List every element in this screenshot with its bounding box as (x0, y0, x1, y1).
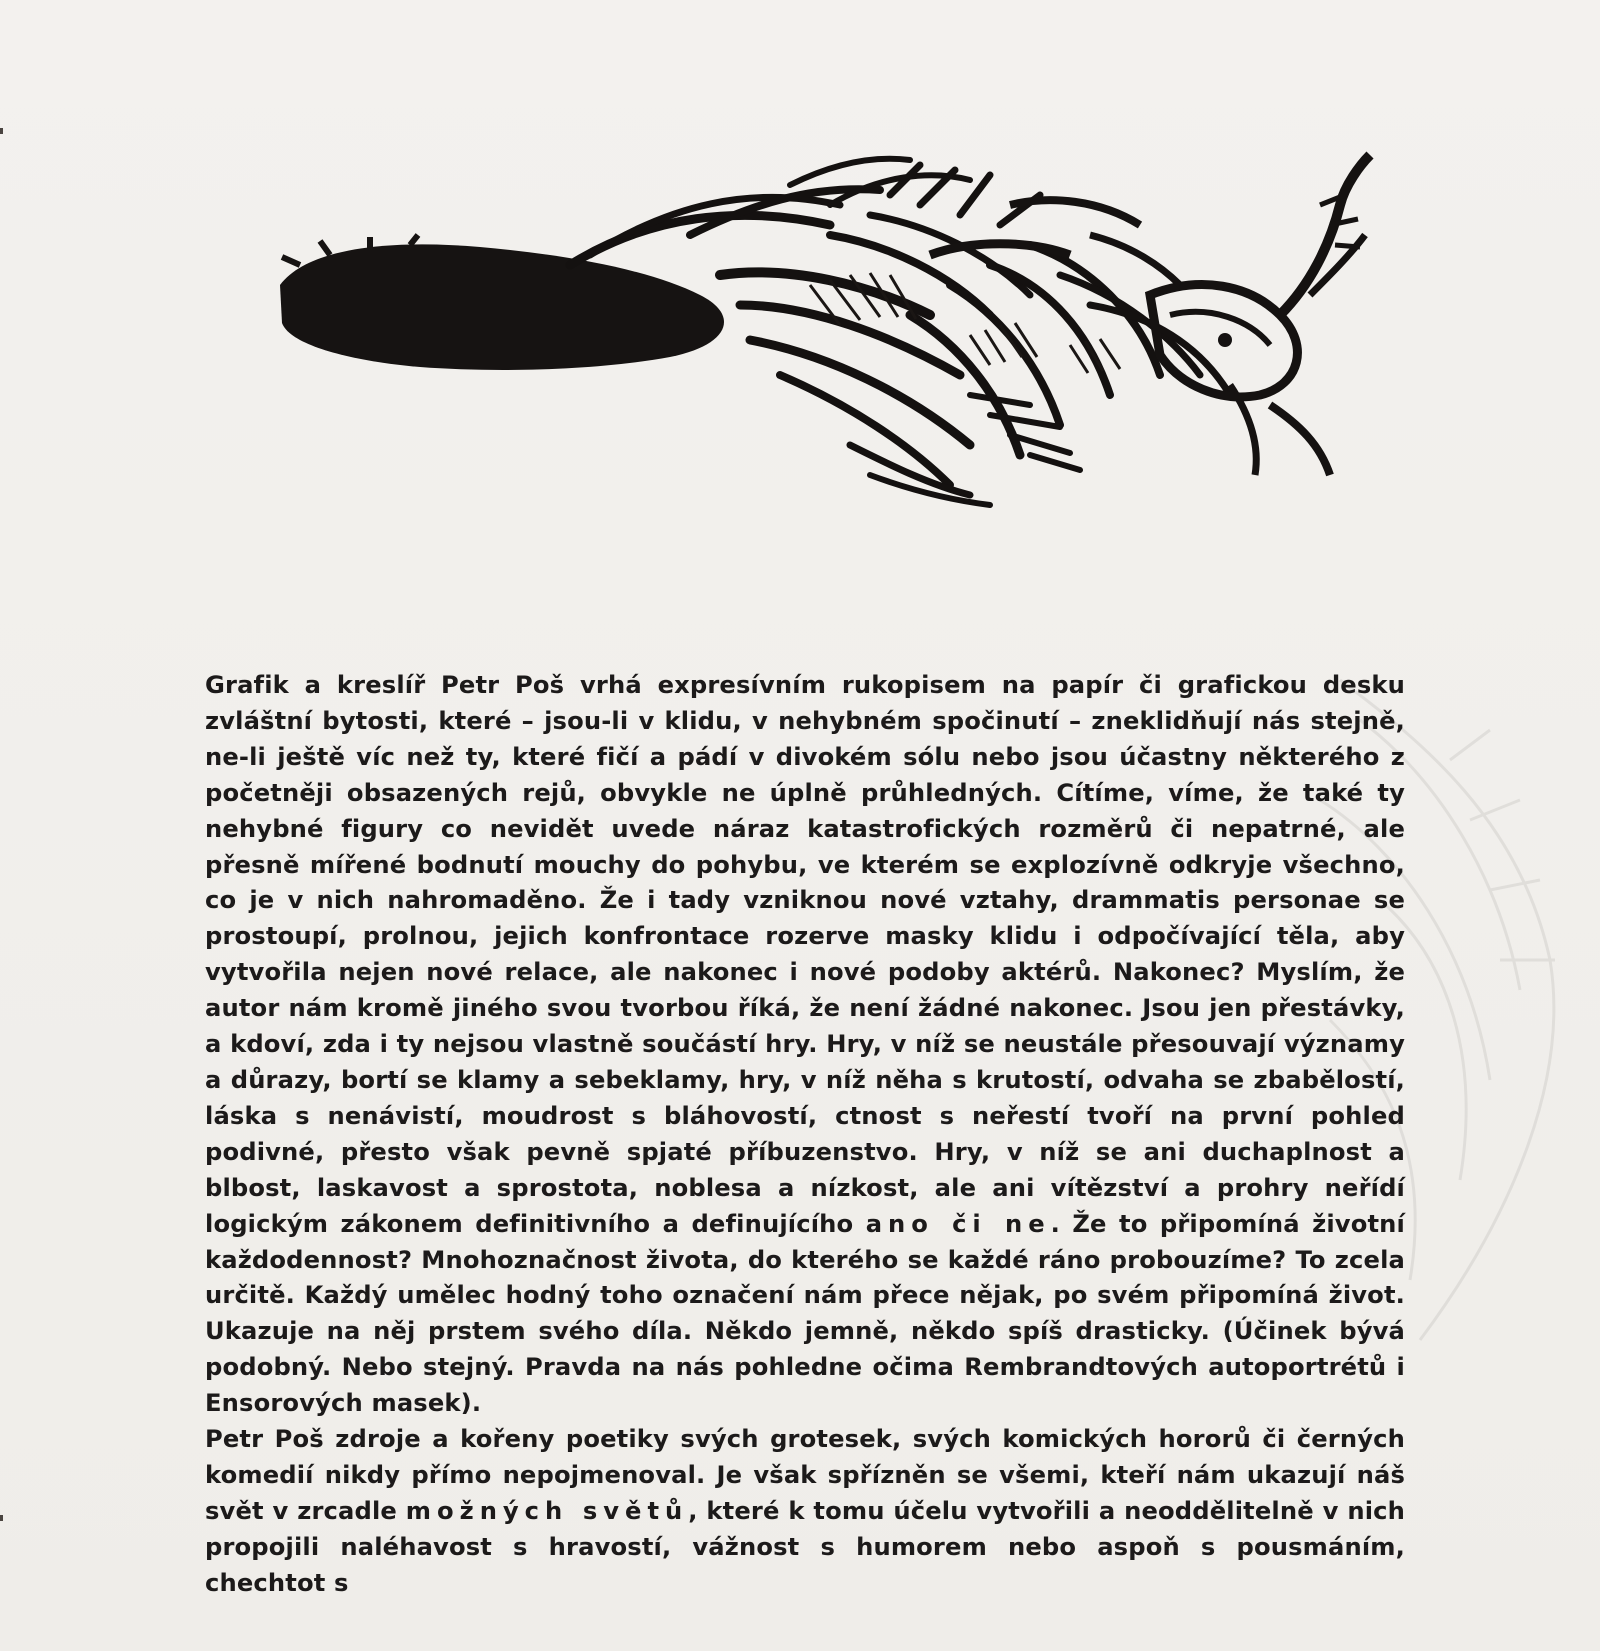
woodcut-illustration (270, 145, 1380, 515)
paragraph-2 (205, 1422, 1405, 1602)
emphasized-phrase: ano či ne (865, 1209, 1051, 1238)
page-edge-mark (0, 1515, 3, 1521)
article-text (205, 668, 1405, 1602)
emphasized-phrase: možných světů (405, 1496, 689, 1525)
paragraph-2-text: Petr Poš zdroje a kořeny poetiky svých grotesek, svých komických hororů či černých komedií nikdy přímo nepojmenoval. Je však spřízněn se všemi, kteří nám ukazují náš svět v zrcadle (205, 1425, 1405, 1525)
paragraph-1-text-end: . Že to připomíná životní každodennost? Mnohoznačnost života, do kterého se každé ráno probouzíme? To zcela určitě. Každý umělec hodný toho označení nám přece nějak, po svém připomíná život. Ukazuje na něj prstem svého díla. Někdo jemně, někdo spíš drasticky. (Účinek bývá podobný. Nebo stejný. Pravda na nás pohledne očima Rembrandtových autoportrétů i Ensorových masek). (205, 1209, 1405, 1418)
paragraph-1-text: Grafik a kreslíř Petr Poš vrhá expresívním rukopisem na papír či grafickou desku zvláštní bytosti, které – jsou-li v klidu, v nehybném spočinutí – zneklidňují nás stejně, ne-li ještě víc než ty, které fičí a pádí v divokém sólu nebo jsou účastny některého z početněji obsazených rejů, obvykle ne úplně průhledných. Cítíme, víme, že také ty nehybné figury co nevidět uvede náraz katastrofických rozměrů či nepatrné, ale přesně mířené bodnutí mouchy do pohybu, ve kterém se explozívně odkryje všechno, co je v nich nahromaděno. Že i tady vzniknou nové vztahy, drammatis personae se prostoupí, prolnou, jejich konfrontace rozerve masky klidu i odpočívající těla, aby vytvořila nejen nové relace, ale nakonec i nové podoby aktérů. Nakonec? Myslím, že autor nám kromě jiného svou tvorbou říká, že není žádné nakonec. Jsou jen přestávky, a kdoví, zda i ty nejsou vlastně součástí hry. Hry, v níž se neustále přesouvají významy a důrazy, bortí se klamy a sebeklamy, hry, v níž něha s krutostí, odvaha se zbabělostí, láska s nenávistí, moudrost s bláhovostí, ctnost s neřestí tvoří na první pohled podivné, přesto však pevně spjaté příbuzenstvo. Hry, v níž se ani duchaplnost a blbost, laskavost a sprostota, noblesa a nízkost, ale ani vítězství a prohry neřídí logickým zákonem definitivního a definujícího (205, 671, 1405, 1238)
paragraph-2-text-end: , které k tomu účelu vytvořili a neoddělitelně v nich propojili naléhavost s hravostí, vážnost s humorem nebo aspoň s pousmáním, chechtot s (205, 1496, 1405, 1597)
page-edge-mark (0, 128, 3, 134)
paragraph-1 (205, 668, 1405, 1422)
